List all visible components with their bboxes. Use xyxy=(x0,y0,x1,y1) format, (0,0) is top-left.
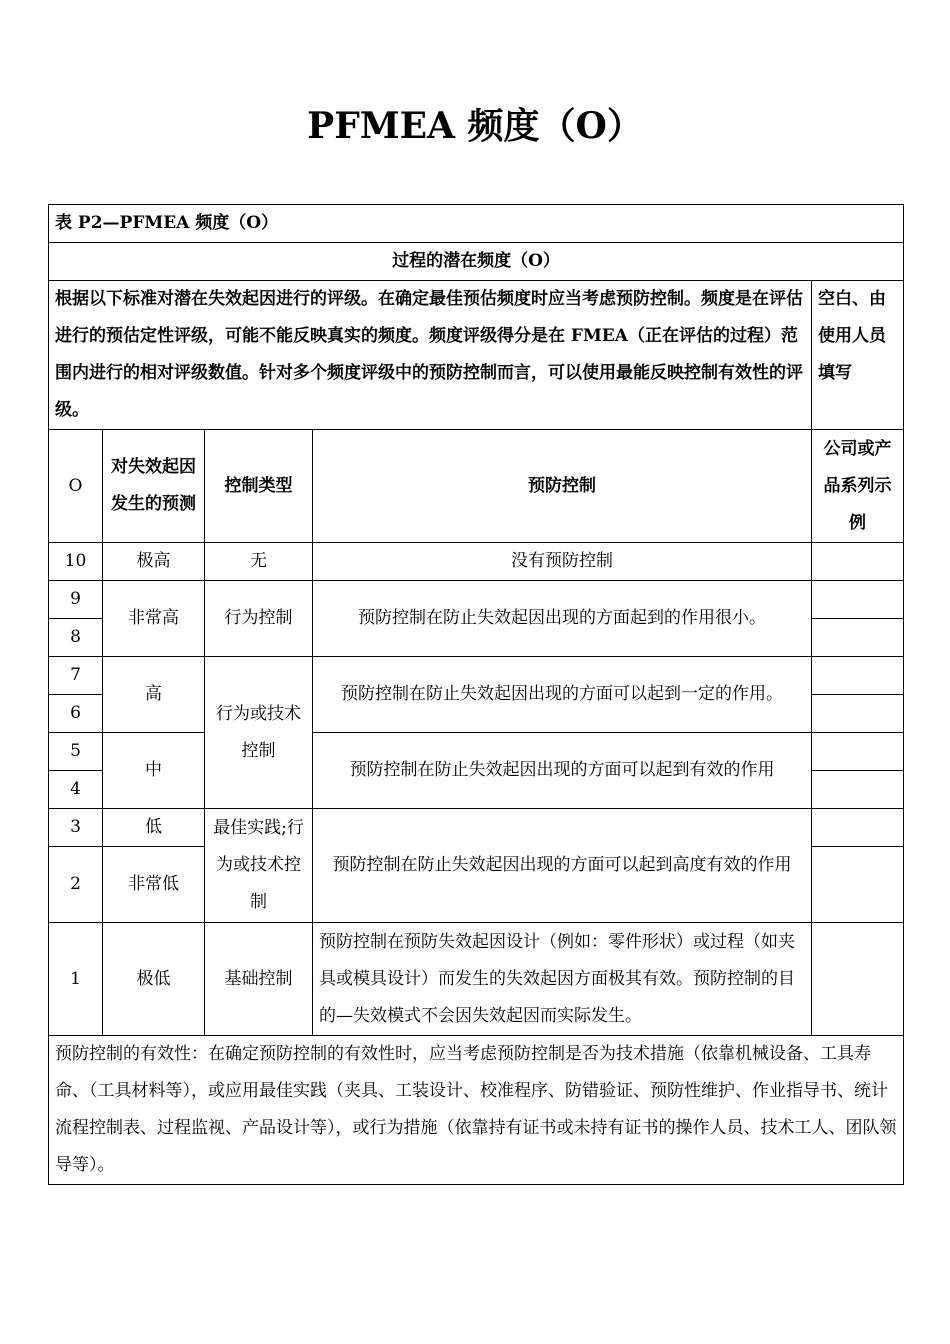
effectiveness-notes: 预防控制的有效性：在确定预防控制的有效性时，应当考虑预防控制是否为技术措施（依靠机械设备、工具寿命、（工具材料等），或应用最佳实践（夹具、工装设计、校准程序、防错验证、预防性维护、作业指导书、统计流程控制表、过程监视、产品设计等），或行为措施（依靠持有证书或未持有证书的操作人员、技术工人、团队领导等）。 xyxy=(49,1036,904,1185)
example-cell xyxy=(812,695,904,733)
example-cell xyxy=(812,619,904,657)
example-cell xyxy=(812,771,904,809)
notes-row xyxy=(49,1036,904,1185)
fill-note: 空白、由使用人员填写 xyxy=(812,281,904,430)
header-o: O xyxy=(49,430,103,543)
o-value: 4 xyxy=(49,771,103,809)
o-value: 2 xyxy=(49,847,103,923)
table-subtitle: 过程的潜在频度（O） xyxy=(49,243,904,281)
table-row xyxy=(49,543,904,581)
prediction-level: 非常高 xyxy=(103,581,205,657)
example-cell xyxy=(812,581,904,619)
o-value: 8 xyxy=(49,619,103,657)
table-row xyxy=(49,923,904,1036)
control-type: 无 xyxy=(205,543,313,581)
prediction-level: 非常低 xyxy=(103,847,205,923)
table-row xyxy=(49,657,904,695)
page-title: PFMEA 频度（O） xyxy=(307,105,643,147)
prediction-level: 中 xyxy=(103,733,205,809)
o-value: 10 xyxy=(49,543,103,581)
control-type: 行为控制 xyxy=(205,581,313,657)
o-value: 3 xyxy=(49,809,103,847)
intro-text: 根据以下标准对潜在失效起因进行的评级。在确定最佳预估频度时应当考虑预防控制。频度是在评估进行的预估定性评级，可能不能反映真实的频度。频度评级得分是在 FMEA（正在评估的过程）范围内进行的相对评级数值。针对多个频度评级中的预防控制而言，可以使用最能反映控制有效性的评级。 xyxy=(49,281,812,430)
subtitle-row xyxy=(49,243,904,281)
table-row xyxy=(49,581,904,619)
example-cell xyxy=(812,543,904,581)
prediction-level: 低 xyxy=(103,809,205,847)
prediction-level: 高 xyxy=(103,657,205,733)
header-control-type: 控制类型 xyxy=(205,430,313,543)
o-value: 6 xyxy=(49,695,103,733)
caption-row xyxy=(49,205,904,243)
frequency-table xyxy=(48,204,904,1185)
example-cell xyxy=(812,923,904,1036)
example-cell xyxy=(812,847,904,923)
intro-row xyxy=(49,281,904,430)
example-cell xyxy=(812,809,904,847)
table-row xyxy=(49,733,904,771)
control-type: 最佳实践;行为或技术控制 xyxy=(205,809,313,923)
prevention-desc: 预防控制在防止失效起因出现的方面可以起到高度有效的作用 xyxy=(313,809,812,923)
o-value: 9 xyxy=(49,581,103,619)
prevention-desc: 预防控制在预防失效起因设计（例如：零件形状）或过程（如夹具或模具设计）而发生的失效起因方面极其有效。预防控制的目的—失效模式不会因失效起因而实际发生。 xyxy=(313,923,812,1036)
prevention-desc: 预防控制在防止失效起因出现的方面可以起到有效的作用 xyxy=(313,733,812,809)
header-row xyxy=(49,430,904,543)
prevention-desc: 没有预防控制 xyxy=(313,543,812,581)
o-value: 5 xyxy=(49,733,103,771)
o-value: 7 xyxy=(49,657,103,695)
o-value: 1 xyxy=(49,923,103,1036)
prevention-desc: 预防控制在防止失效起因出现的方面起到的作用很小。 xyxy=(313,581,812,657)
prediction-level: 极低 xyxy=(103,923,205,1036)
control-type: 行为或技术控制 xyxy=(205,657,313,809)
header-prediction: 对失效起因发生的预测 xyxy=(103,430,205,543)
header-prevention: 预防控制 xyxy=(313,430,812,543)
example-cell xyxy=(812,657,904,695)
prediction-level: 极高 xyxy=(103,543,205,581)
header-example: 公司或产品系列示例 xyxy=(812,430,904,543)
example-cell xyxy=(812,733,904,771)
control-type: 基础控制 xyxy=(205,923,313,1036)
table-caption: 表 P2—PFMEA 频度（O） xyxy=(49,205,904,243)
table-row xyxy=(49,809,904,847)
prevention-desc: 预防控制在防止失效起因出现的方面可以起到一定的作用。 xyxy=(313,657,812,733)
